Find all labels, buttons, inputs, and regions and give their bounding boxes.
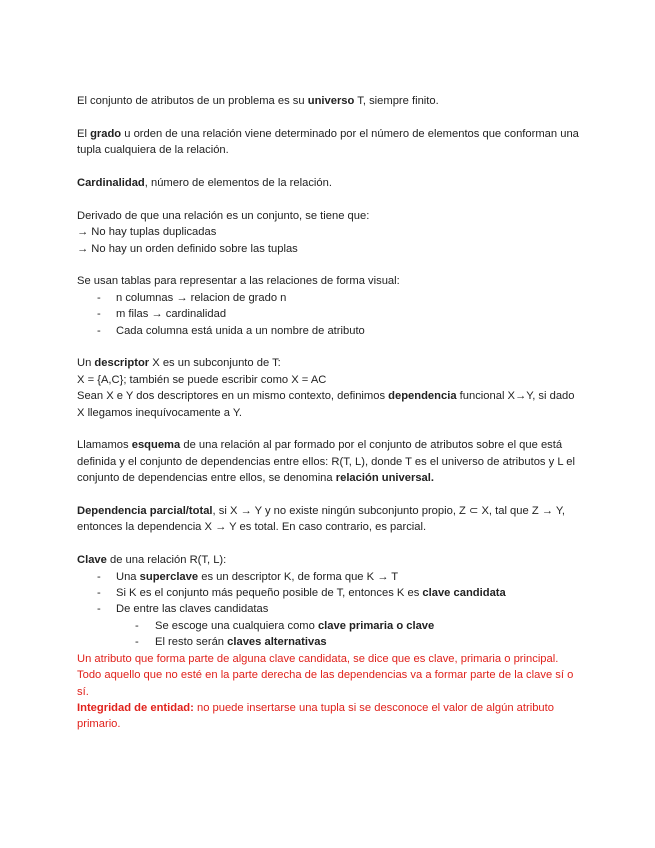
descriptor-paragraph	[77, 355, 582, 371]
dependencia-funcional-paragraph	[77, 388, 582, 421]
text: Sean X e Y dos descriptores en un mismo contexto, definimos	[77, 390, 389, 403]
nota-clave-paragraph: Un atributo que forma parte de alguna clave candidata, se dice que es clave, primaria o principal.	[77, 652, 559, 665]
text: El conjunto de atributos de un problema es su	[77, 95, 308, 107]
bold-term: esquema	[131, 439, 181, 452]
clave-paragraph	[77, 552, 582, 568]
integridad-paragraph	[77, 700, 582, 733]
bold-term: universo	[307, 95, 355, 107]
tablas-list	[77, 290, 582, 339]
text: de una relación al par formado por el conjunto de atributos sobre el que está definida y el conjunto de dependencias entre ellos: R(T, L), donde T es el universo de atributos y L el conjunto de dependencias entre ellos, se denomina	[77, 439, 575, 485]
sub-list-item: - El resto serán claves alternativas	[77, 634, 582, 650]
sub-list-item: - Se escoge una cualquiera como clave primaria o clave	[77, 618, 582, 634]
text: , número de elementos de la relación.	[144, 177, 332, 189]
esquema-paragraph	[77, 437, 582, 486]
clave-list	[77, 569, 582, 651]
text: X es un subconjunto de T:	[149, 357, 281, 370]
bold-term: Cardinalidad	[77, 177, 145, 189]
bold-term: Integridad de entidad:	[77, 701, 194, 714]
document-body	[77, 93, 582, 733]
nota-parte-derecha-paragraph: Todo aquello que no esté en la parte derecha de las dependencias va a formar parte de la clave sí o sí.	[77, 669, 574, 698]
text: El	[77, 127, 91, 140]
text: funcional X→Y, si dado X llegamos inequívocamente a Y.	[77, 390, 575, 419]
tablas-intro: Se usan tablas para representar a las relaciones de forma visual:	[77, 275, 400, 288]
text: no puede insertarse una tupla si se desconoce el valor de algún atributo primario.	[77, 701, 554, 731]
text: Llamamos	[77, 439, 132, 452]
list-item: - Cada columna está unida a un nombre de atributo	[77, 323, 582, 339]
list-item: - De entre las claves candidatas	[77, 601, 582, 617]
list-item: - Si K es el conjunto más pequeño posible de T, entonces K es clave candidata	[77, 585, 582, 601]
bold-term: Dependencia parcial/total	[77, 505, 213, 518]
list-item: - m filas → cardinalidad	[77, 306, 582, 322]
text: u orden de una relación viene determinado por el número de elementos que conforman una tupla cualquiera de la relación.	[77, 127, 579, 157]
dependencia-paragraph	[77, 503, 582, 536]
universo-paragraph	[77, 93, 582, 109]
text: Un	[77, 357, 95, 370]
conjunto-line-1: → No hay tuplas duplicadas	[77, 226, 217, 239]
text: de una relación R(T, L):	[106, 554, 227, 567]
conjunto-intro: Derivado de que una relación es un conjunto, se tiene que:	[77, 209, 370, 222]
list-item: - n columnas → relacion de grado n	[77, 290, 582, 306]
bold-term: grado	[90, 127, 122, 140]
bold-term: descriptor	[94, 357, 150, 370]
text: T, siempre finito.	[354, 95, 439, 107]
bold-term: relación universal.	[335, 472, 434, 485]
bold-term: dependencia	[388, 390, 457, 403]
conjunto-line-2: → No hay un orden definido sobre las tuplas	[77, 242, 298, 255]
list-item: - Una superclave es un descriptor K, de forma que K → T	[77, 569, 582, 585]
bold-term: Clave	[77, 554, 107, 567]
text: , si X → Y y no existe ningún subconjunto propio, Z ⊂ X, tal que Z → Y, entonces la dependencia X → Y es total. En caso contrario, es parcial.	[77, 505, 565, 534]
grado-paragraph	[77, 126, 582, 159]
descriptor-example: X = {A,C}; también se puede escribir como X = AC	[77, 373, 327, 386]
cardinalidad-paragraph	[77, 175, 582, 191]
